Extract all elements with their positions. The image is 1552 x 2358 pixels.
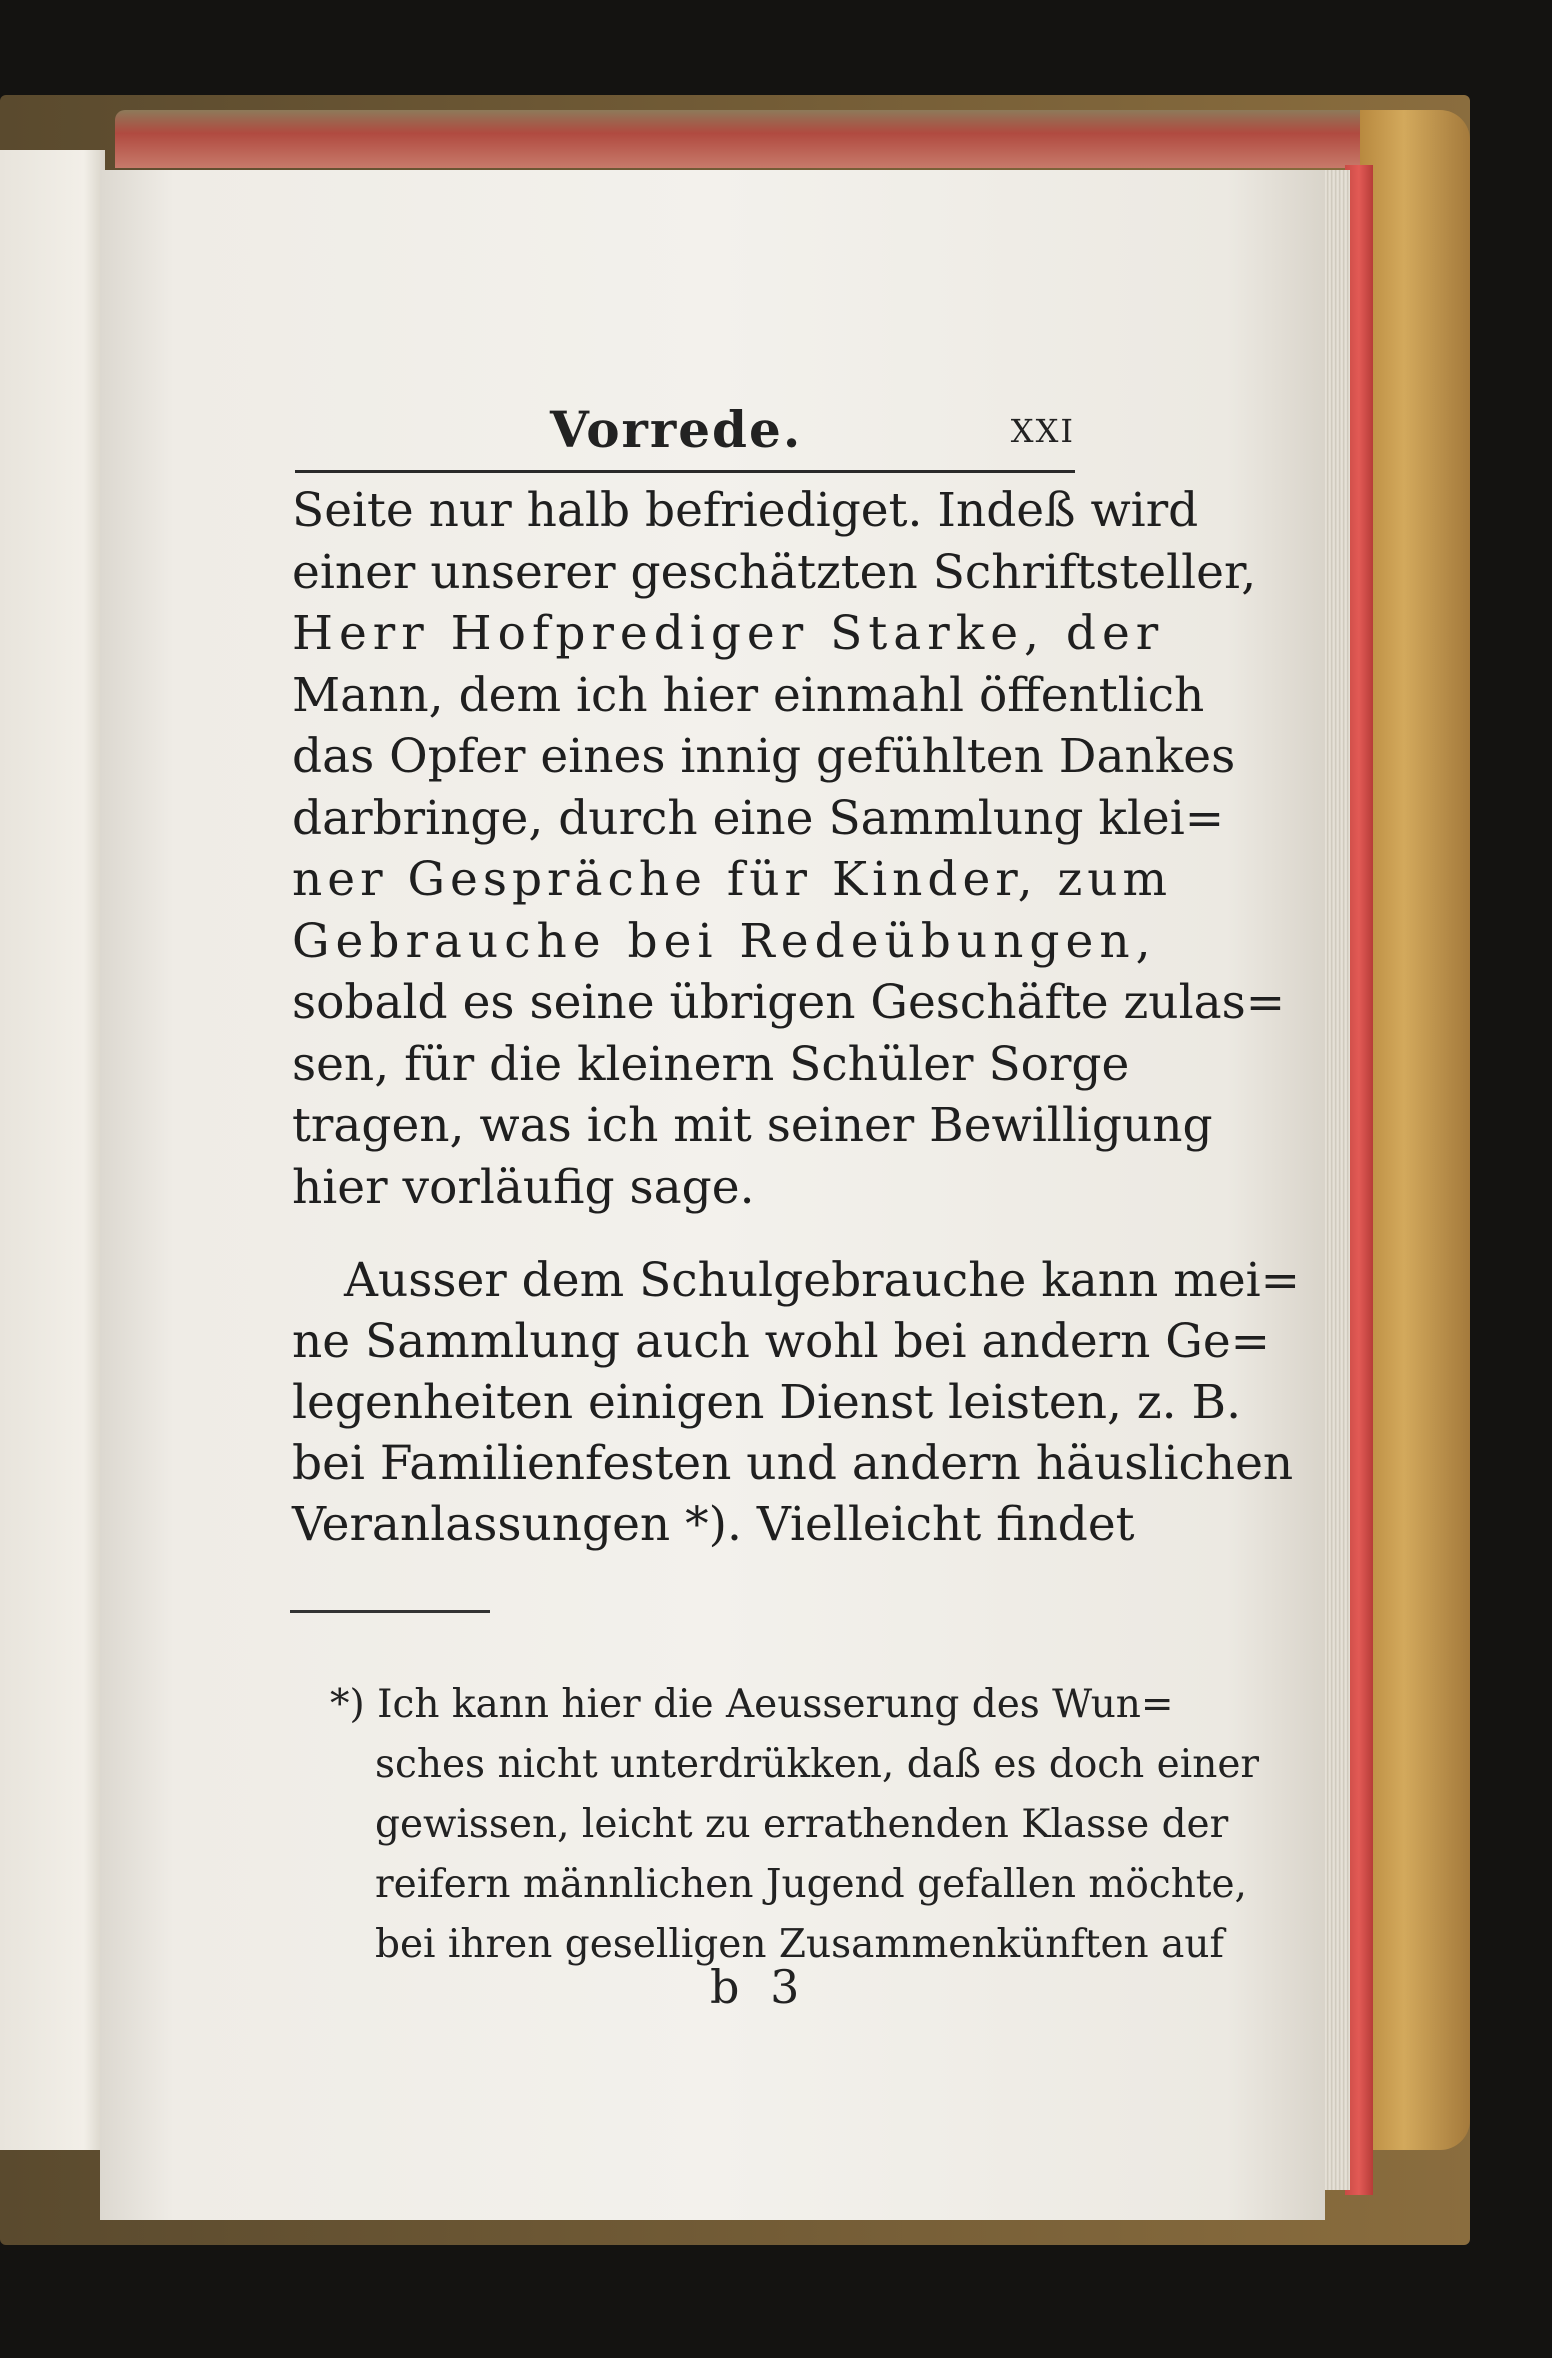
footnote-line: sches nicht unterdrükken, daß es doch einer	[375, 1742, 1260, 1787]
signature-mark: b 3	[710, 1960, 808, 2014]
text-line: sen, für die kleinern Schüler Sorge	[292, 1036, 1130, 1092]
footnote-line: gewissen, leicht zu errathenden Klasse der	[375, 1802, 1229, 1847]
text-line: legenheiten einigen Dienst leisten, z. B.	[292, 1375, 1242, 1430]
page-header	[290, 400, 1085, 460]
text-line: Seite nur halb befriediget. Indeß wird	[292, 483, 1199, 538]
header-rule	[295, 470, 1075, 473]
footnote-line: *) Ich kann hier die Aeusserung des Wun=	[330, 1682, 1174, 1727]
left-page-edge	[0, 150, 105, 2150]
running-title: Vorrede.	[550, 400, 803, 459]
text-line: Ausser dem Schulgebrauche kann mei=	[344, 1253, 1301, 1308]
text-line: Herr Hofprediger Starke, der	[292, 606, 1165, 661]
page-number: XXI	[1010, 412, 1075, 450]
book-top-edge	[115, 110, 1415, 168]
cover-right-edge	[1360, 110, 1470, 2150]
text-line: einer unserer geschätzten Schriftsteller,	[292, 544, 1257, 600]
text-line: Veranlassungen *). Vielleicht findet	[292, 1497, 1135, 1552]
footnote-line: bei ihren geselligen Zusammenkünften auf	[375, 1922, 1224, 1967]
text-line: darbringe, durch eine Sammlung klei=	[292, 790, 1225, 846]
text-line: bei Familienfesten und andern häuslichen	[292, 1436, 1294, 1491]
text-line: sobald es seine übrigen Geschäfte zulas=	[292, 975, 1286, 1030]
text-line: Gebrauche bei Redeübungen,	[292, 913, 1157, 969]
footnote	[330, 1675, 1260, 1975]
text-line: hier vorläufig sage.	[292, 1159, 755, 1215]
text-line: das Opfer eines innig gefühlten Dankes	[292, 729, 1236, 784]
paragraph-2	[292, 1250, 1301, 1555]
text-line: Mann, dem ich hier einmahl öffentlich	[292, 667, 1205, 723]
footnote-line: reifern männlichen Jugend gefallen möchte,	[375, 1862, 1247, 1907]
text-line: ne Sammlung auch wohl bei andern Ge=	[292, 1314, 1271, 1369]
text-line: tragen, was ich mit seiner Bewilligung	[292, 1098, 1213, 1153]
footnote-rule	[290, 1610, 490, 1613]
paragraph-1	[292, 480, 1286, 1218]
text-line: ner Gespräche für Kinder, zum	[292, 852, 1173, 907]
